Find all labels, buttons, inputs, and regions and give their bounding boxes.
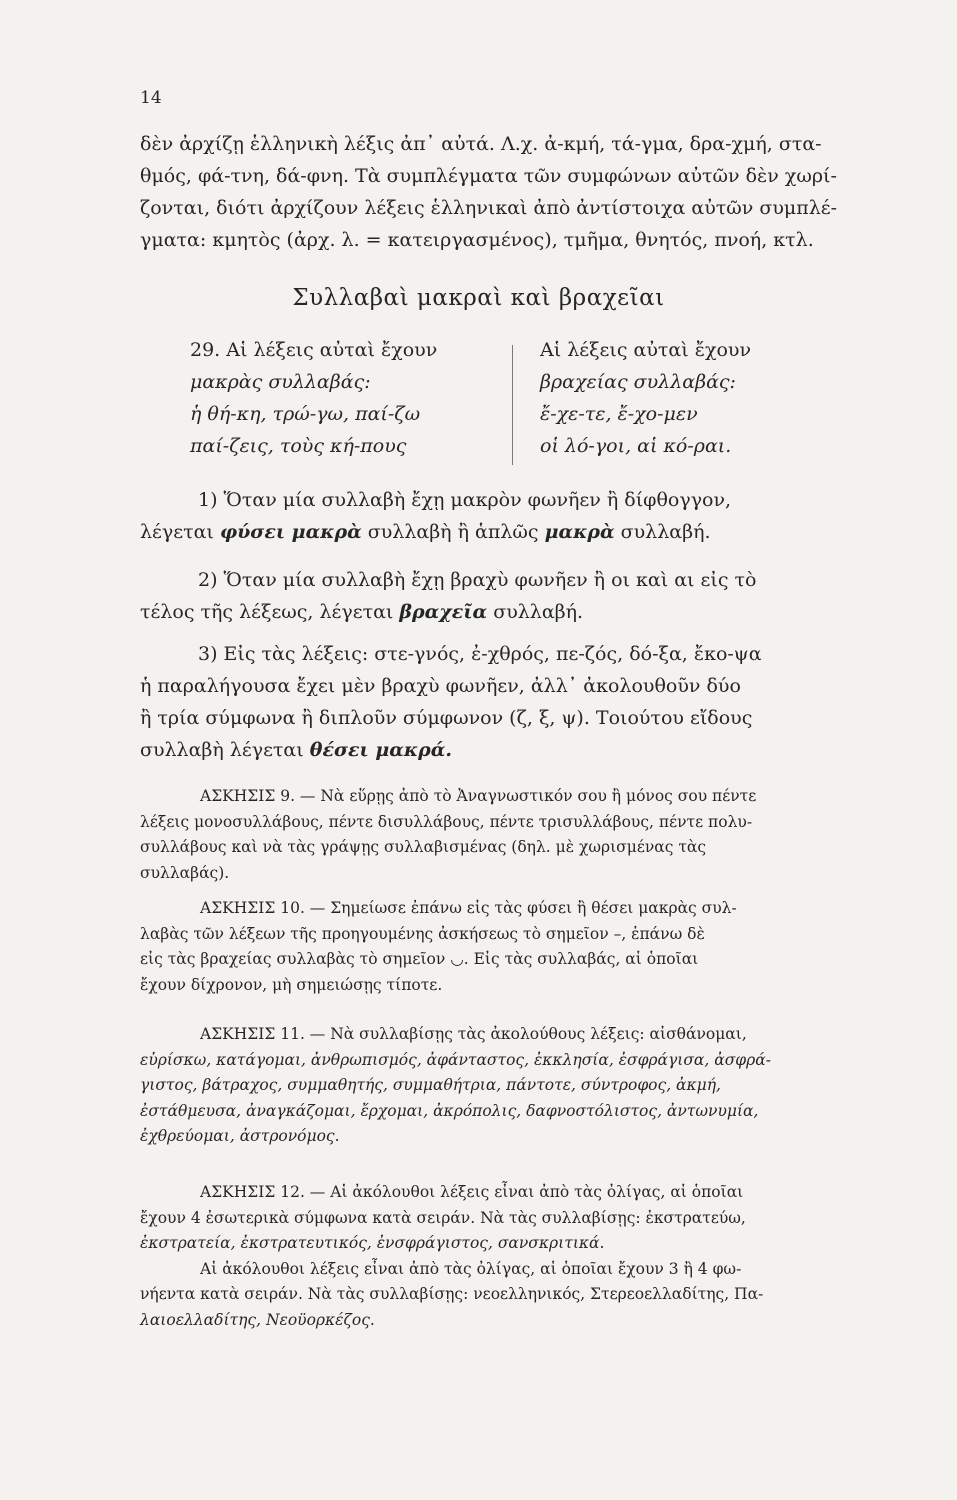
column-line: ἔ-χε-τε, ἔ-χο-μεν: [540, 403, 698, 425]
rule-3: [140, 638, 900, 766]
rule-line: [140, 596, 900, 628]
column-line: Αἱ λέξεις αὐταὶ ἔχουν: [540, 339, 751, 361]
exercise-line: ΑΣΚΗΣΙΣ 11. — Νὰ συλλαβίσῃς τὰς ἀκολούθους λέξεις: αἰσθάνομαι,: [200, 1025, 747, 1043]
term-bold: φύσει μακρὰ: [219, 521, 362, 543]
term-bold: μακρὰ: [544, 521, 615, 543]
intro-line: θμός, φά-τνη, δά-φνη. Τὰ συμπλέγματα τῶν συμφώνων αὐτῶν δὲν χωρί-: [140, 165, 837, 187]
exercise-line: ἐχθρεύομαι, ἀστρονόμος.: [140, 1127, 340, 1145]
column-line: ἡ θή-κη, τρώ-γω, παί-ζω: [190, 403, 421, 425]
intro-line: ζονται, διότι ἀρχίζουν λέξεις ἑλληνικαὶ ἀπὸ ἀντίστοιχα αὐτῶν συμπλέ-: [140, 197, 838, 219]
column-line: βραχείας συλλαβάς:: [540, 371, 736, 393]
exercise-line: νήεντα κατὰ σειράν. Νὰ τὰς συλλαβίσῃς: νεοελληνικός, Στερεοελλαδίτης, Πα-: [140, 1285, 764, 1303]
exercise-line: ΑΣΚΗΣΙΣ 10. — Σημείωσε ἐπάνω εἰς τὰς φύσει ἢ θέσει μακρὰς συλ-: [200, 899, 737, 917]
long-syllables-column: [190, 334, 500, 462]
section-heading: Συλλαβαὶ μακραὶ καὶ βραχεῖαι: [292, 285, 665, 311]
rule-line: 3) Εἰς τὰς λέξεις: στε-γνός, ἐ-χθρός, πε-ζός, δό-ξα, ἔκο-ψα: [198, 643, 762, 665]
rule-line: [140, 734, 900, 766]
page-number: 14: [140, 88, 162, 108]
exercise-line: εὑρίσκω, κατάγομαι, ἀνθρωπισμός, ἀφάνταστος, ἐκκλησία, ἐσφράγισα, ἀσφρά-: [140, 1050, 771, 1069]
short-syllables-column: [540, 334, 870, 462]
exercise-9: [140, 784, 900, 886]
rule-1: [140, 484, 900, 548]
exercise-line: λαβὰς τῶν λέξεων τῆς προηγουμένης ἀσκήσεως τὸ σημεῖον –, ἐπάνω δὲ: [140, 924, 705, 943]
exercise-line: ἔχουν δίχρονον, μὴ σημειώσῃς τίποτε.: [140, 975, 443, 994]
rule-line: ἢ τρία σύμφωνα ἢ διπλοῦν σύμφωνον (ζ, ξ, ψ). Τοιούτου εἴδους: [140, 707, 753, 729]
column-divider: [512, 345, 513, 465]
exercise-line: λέξεις μονοσυλλάβους, πέντε δισυλλάβους, πέντε τρισυλλάβους, πέντε πολυ-: [140, 812, 753, 831]
term-bold: βραχεῖα: [399, 601, 488, 623]
exercise-line: ἐστάθμευσα, ἀναγκάζομαι, ἔρχομαι, ἀκρόπολις, δαφνοστόλιστος, ἀντωνυμία,: [140, 1101, 759, 1120]
column-line: 29. Αἱ λέξεις αὐταὶ ἔχουν: [190, 339, 438, 361]
text: συλλαβὴ λέγεται: [140, 739, 304, 761]
exercise-line: συλλαβάς).: [140, 863, 230, 882]
text: συλλαβὴ ἢ ἁπλῶς: [367, 521, 539, 543]
rule-line: 2) Ὅταν μία συλλαβὴ ἔχῃ βραχὺ φωνῆεν ἢ οι καὶ αι εἰς τὸ: [198, 569, 757, 591]
text: συλλαβή.: [620, 521, 711, 543]
exercise-12: [140, 1180, 900, 1333]
exercise-line: ΑΣΚΗΣΙΣ 9. — Νὰ εὕρῃς ἀπὸ τὸ Ἀναγνωστικόν σου ἢ μόνος σου πέντε: [200, 787, 757, 805]
exercise-10: [140, 896, 900, 998]
term-bold: θέσει μακρά.: [309, 739, 452, 761]
text: τέλος τῆς λέξεως, λέγεται: [140, 601, 394, 623]
text: λέγεται: [140, 521, 214, 543]
exercise-line: εἰς τὰς βραχείας συλλαβὰς τὸ σημεῖον ◡. Εἰς τὰς συλλαβάς, αἱ ὁποῖαι: [140, 950, 699, 968]
exercise-line: λαιοελλαδίτης, Νεοϋορκέζος.: [140, 1310, 375, 1329]
rule-line: ἡ παραλήγουσα ἔχει μὲν βραχὺ φωνῆεν, ἀλλ᾽ ἀκολουθοῦν δύο: [140, 675, 741, 697]
exercise-line: Αἱ ἀκόλουθοι λέξεις εἶναι ἀπὸ τὰς ὀλίγας, αἱ ὁποῖαι ἔχουν 3 ἢ 4 φω-: [200, 1259, 742, 1278]
rule-2: [140, 564, 900, 628]
exercise-line: συλλάβους καὶ νὰ τὰς γράψῃς συλλαβισμένας (δηλ. μὲ χωρισμένας τὰς: [140, 838, 707, 856]
rule-line: [140, 516, 900, 548]
rule-line: 1) Ὅταν μία συλλαβὴ ἔχῃ μακρὸν φωνῆεν ἢ δίφθογγον,: [198, 489, 732, 511]
intro-line: γματα: κμητὸς (ἀρχ. λ. = κατειργασμένος), τμῆμα, θνητός, πνοή, κτλ.: [140, 229, 814, 251]
intro-paragraph: [140, 128, 900, 256]
exercise-11: [140, 1022, 900, 1150]
column-line: μακρὰς συλλαβάς:: [190, 371, 371, 393]
text: συλλαβή.: [493, 601, 584, 623]
column-line: οἱ λό-γοι, αἱ κό-ραι.: [540, 435, 732, 457]
exercise-line: ἔχουν 4 ἐσωτερικὰ σύμφωνα κατὰ σειράν. Νὰ τὰς συλλαβίσῃς: ἐκστρατεύω,: [140, 1208, 746, 1227]
exercise-line: ΑΣΚΗΣΙΣ 12. — Αἱ ἀκόλουθοι λέξεις εἶναι ἀπὸ τὰς ὀλίγας, αἱ ὁποῖαι: [200, 1183, 744, 1201]
exercise-line: γιστος, βάτραχος, συμμαθητής, συμμαθήτρια, πάντοτε, σύντροφος, ἀκμή,: [140, 1076, 721, 1094]
exercise-line: ἐκστρατεία, ἐκστρατευτικός, ἐνσφράγιστος, σανσκριτικά.: [140, 1234, 605, 1252]
column-line: παί-ζεις, τοὺς κή-πους: [190, 435, 407, 457]
intro-line: δὲν ἀρχίζῃ ἑλληνικὴ λέξις ἀπ᾽ αὐτά. Λ.χ. ἀ-κμή, τά-γμα, δρα-χμή, στα-: [140, 133, 822, 155]
